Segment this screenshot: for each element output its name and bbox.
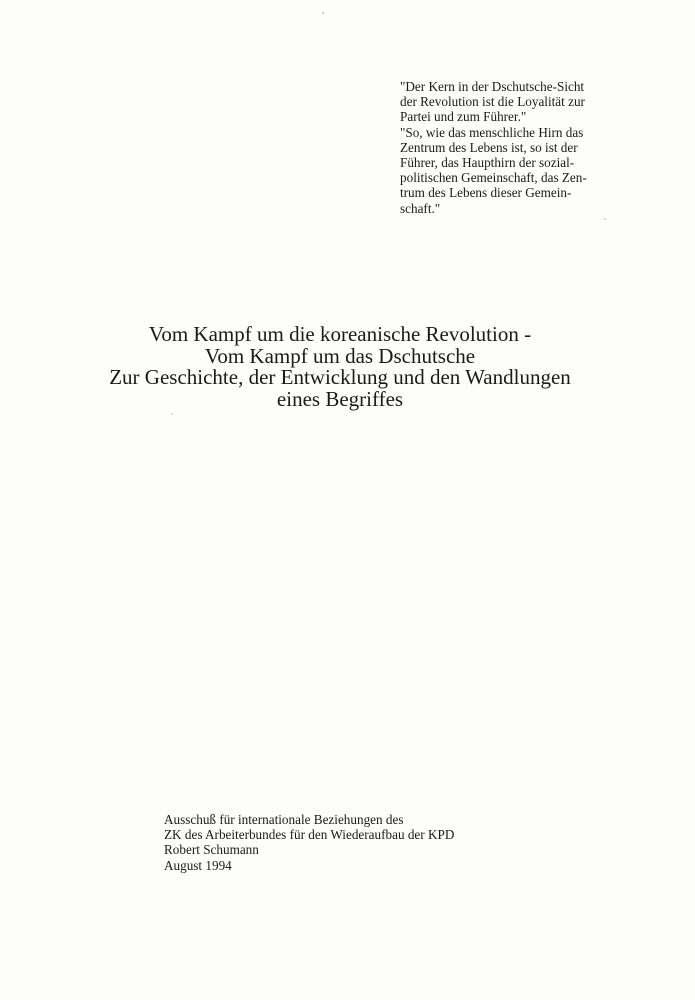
imprint-line: Robert Schumann xyxy=(164,842,259,858)
title-line: Vom Kampf um die koreanische Revolution - xyxy=(148,322,532,346)
epigraph-line: trum des Lebens dieser Gemein- xyxy=(400,185,572,201)
epigraph-line: der Revolution ist die Loyalität zur xyxy=(400,94,585,110)
title-line: Zur Geschichte, der Entwicklung und den Wandlungen xyxy=(109,365,571,389)
epigraph-quote xyxy=(400,79,630,216)
epigraph-line: Führer, das Haupthirn der sozial- xyxy=(400,155,575,171)
paper-speck xyxy=(604,218,606,220)
imprint-line: Ausschuß für internationale Beziehungen des xyxy=(164,812,404,827)
paper-speck xyxy=(322,12,324,14)
document-title xyxy=(60,324,620,410)
publisher-imprint xyxy=(164,812,564,873)
epigraph-line: politischen Gemeinschaft, das Zen- xyxy=(400,170,587,186)
epigraph-line: "So, wie das menschliche Hirn das xyxy=(400,124,584,140)
epigraph-line: schaft." xyxy=(400,200,441,216)
imprint-line: ZK des Arbeiterbundes für den Wiederaufbau der KPD xyxy=(164,827,455,843)
epigraph-line: "Der Kern in der Dschutsche-Sicht xyxy=(400,79,585,94)
paper-speck xyxy=(171,413,173,415)
epigraph-line: Zentrum des Lebens ist, so ist der xyxy=(400,139,578,155)
epigraph-line: Partei und zum Führer." xyxy=(400,109,527,125)
title-line: eines Begriffes xyxy=(276,386,404,411)
title-line: Vom Kampf um das Dschutsche xyxy=(204,343,476,368)
imprint-line: August 1994 xyxy=(164,857,232,873)
